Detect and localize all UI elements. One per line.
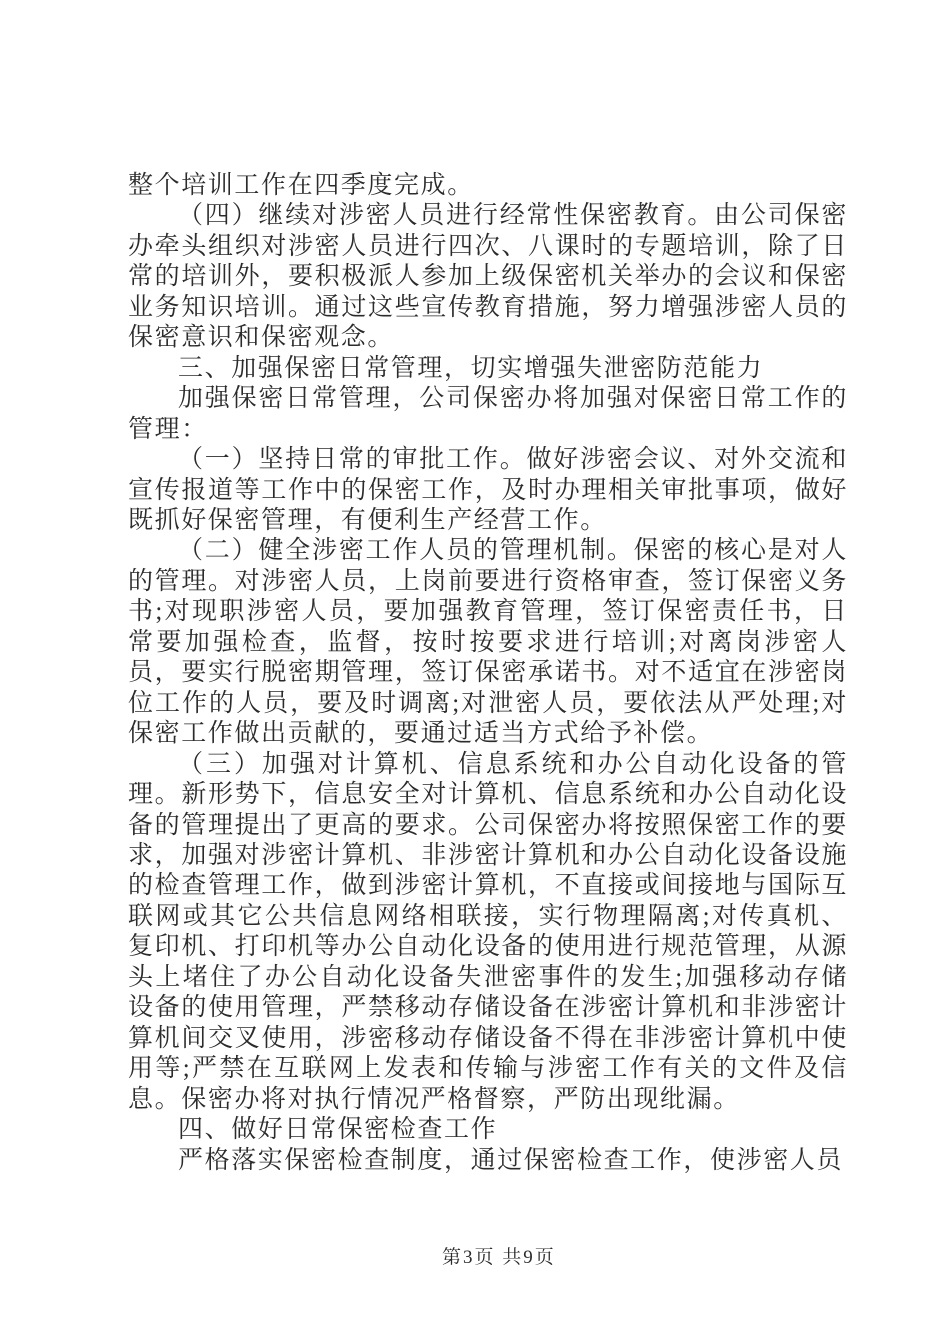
paragraph: （三）加强对计算机、信息系统和办公自动化设备的管理。新形势下，信息安全对计算机、信息系统和办公自动化设备的管理提出了更高的要求。公司保密办将按照保密工作的要求，加强对涉密计算机、非涉密计算机和办公自动化设备设施的检查管理工作，做到涉密计算机，不直接或间接地与国际互联网或其它公共信息网络相联接，实行物理隔离;对传真机、复印机、打印机等办公自动化设备的使用进行规范管理，从源头上堵住了办公自动化设备失泄密事件的发生;加强移动存储设备的使用管理，严禁移动存储设备在涉密计算机和非涉密计算机间交叉使用，涉密移动存储设备不得在非涉密计算机中使用等;严禁在互联网上发表和传输与涉密工作有关的文件及信息。保密办将对执行情况严格督察，严防出现纰漏。	[128, 750, 848, 1113]
page-number-label: 第3页 共9页	[442, 1247, 556, 1268]
paragraph: （一）坚持日常的审批工作。做好涉密会议、对外交流和宣传报道等工作中的保密工作，及时办理相关审批事项，做好既抓好保密管理，有便利生产经营工作。	[128, 446, 848, 534]
paragraph: 四、做好日常保密检查工作	[178, 1116, 498, 1144]
document-body	[128, 171, 848, 1176]
paragraph: 整个培训工作在四季度完成。	[128, 172, 474, 199]
paragraph: 加强保密日常管理，公司保密办将加强对保密日常工作的管理：	[128, 385, 848, 443]
paragraph: （二）健全涉密工作人员的管理机制。保密的核心是对人的管理。对涉密人员，上岗前要进行资格审查，签订保密义务书;对现职涉密人员，要加强教育管理，签订保密责任书，日常要加强检查，监督，按时按要求进行培训;对离岗涉密人员，要实行脱密期管理，签订保密承诺书。对不适宜在涉密岗位工作的人员，要及时调离;对泄密人员，要依法从严处理;对保密工作做出贡献的，要通过适当方式给予补偿。	[128, 537, 848, 748]
paragraph: 三、加强保密日常管理，切实增强失泄密防范能力	[178, 354, 764, 382]
paragraph: （四）继续对涉密人员进行经常性保密教育。由公司保密办牵头组织对涉密人员进行四次、八课时的专题培训，除了日常的培训外，要积极派人参加上级保密机关举办的会议和保密业务知识培训。通过这些宣传教育措施，努力增强涉密人员的保密意识和保密观念。	[128, 202, 848, 352]
page-footer	[442, 1242, 556, 1269]
paragraph: 严格落实保密检查制度，通过保密检查工作，使涉密人员	[178, 1146, 844, 1174]
